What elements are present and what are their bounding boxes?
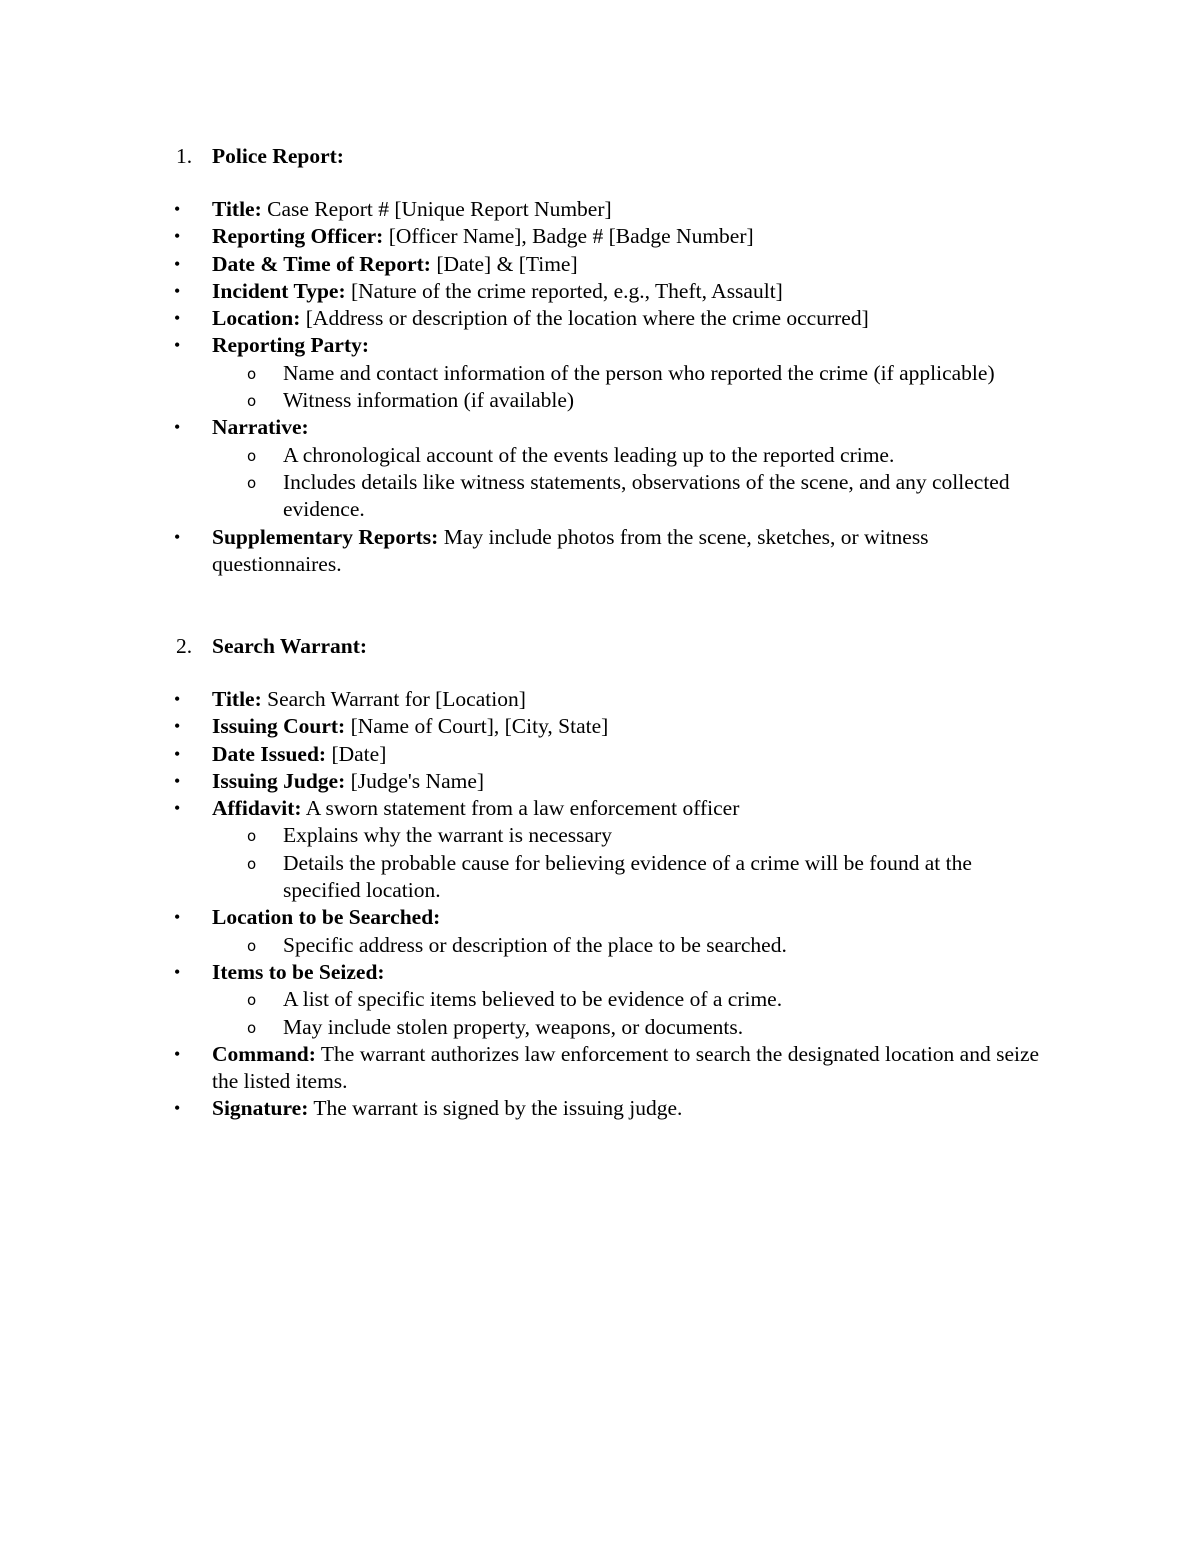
list-item xyxy=(0,414,1052,523)
list-item xyxy=(0,1041,1052,1096)
sub-list xyxy=(212,442,1052,524)
bullet-icon: • xyxy=(174,335,181,356)
item-text: Case Report # [Unique Report Number] xyxy=(261,197,612,221)
circle-bullet-icon: o xyxy=(247,392,257,411)
item-label: Command: xyxy=(212,1041,316,1066)
section-title: Search Warrant: xyxy=(212,634,368,658)
sub-item xyxy=(0,387,1043,414)
sub-item xyxy=(0,850,1043,905)
bullet-icon: • xyxy=(174,226,181,247)
item-text: [Date] & [Time] xyxy=(430,251,578,276)
sub-list xyxy=(212,986,1052,1041)
item-text: A sworn statement from a law enforcement officer xyxy=(301,796,740,821)
bullet-icon: • xyxy=(174,280,181,301)
list-item xyxy=(0,795,1052,904)
section-police-report xyxy=(0,142,1200,578)
list-item xyxy=(0,1095,1052,1122)
list-item xyxy=(0,223,1052,250)
list-item xyxy=(0,196,1052,223)
item-text: [Officer Name], Badge # [Badge Number] xyxy=(383,224,754,249)
circle-bullet-icon: o xyxy=(247,473,257,492)
item-label: Supplementary Reports: xyxy=(212,524,439,549)
item-label: Issuing Judge: xyxy=(212,768,346,793)
circle-bullet-icon: o xyxy=(247,446,257,465)
section-title: Police Report: xyxy=(212,144,344,168)
item-text: [Name of Court], [City, State] xyxy=(345,714,609,739)
item-label: Signature: xyxy=(212,1096,309,1121)
section-heading xyxy=(0,142,1200,170)
circle-bullet-icon: o xyxy=(247,827,257,846)
sub-list xyxy=(212,822,1052,904)
item-text: [Judge's Name] xyxy=(345,768,485,793)
circle-bullet-icon: o xyxy=(247,1018,257,1037)
item-text: [Date] xyxy=(326,741,387,766)
item-label: Reporting Party: xyxy=(212,333,370,358)
item-label: Issuing Court: xyxy=(212,714,346,739)
bullet-icon: • xyxy=(174,308,181,329)
item-list xyxy=(0,196,1200,578)
list-item xyxy=(0,278,1052,305)
sub-item-text: May include stolen property, weapons, or documents. xyxy=(283,1014,744,1039)
circle-bullet-icon: o xyxy=(247,364,257,383)
item-label: Narrative: xyxy=(212,415,309,440)
sub-list xyxy=(212,932,1052,959)
list-item xyxy=(0,768,1052,795)
item-label: Date & Time of Report: xyxy=(212,251,431,276)
section-heading xyxy=(0,632,1200,660)
item-label: Location to be Searched: xyxy=(212,905,441,930)
item-label: Date Issued: xyxy=(212,741,327,766)
circle-bullet-icon: o xyxy=(247,854,257,873)
bullet-icon: • xyxy=(174,907,181,928)
item-label: Reporting Officer: xyxy=(212,224,384,249)
section-search-warrant xyxy=(0,632,1200,1123)
item-label: Title: xyxy=(212,687,262,711)
bullet-icon: • xyxy=(174,743,181,764)
list-item xyxy=(0,904,1052,959)
bullet-icon: • xyxy=(174,770,181,791)
list-item xyxy=(0,305,1052,332)
sub-item xyxy=(0,1014,1043,1041)
sub-item-text: Name and contact information of the person who reported the crime (if applicable) xyxy=(283,360,995,385)
item-label: Items to be Seized: xyxy=(212,959,385,984)
item-label: Incident Type: xyxy=(212,278,346,303)
item-label: Title: xyxy=(212,197,262,221)
circle-bullet-icon: o xyxy=(247,991,257,1010)
sub-item xyxy=(0,442,1043,469)
sub-item-text: A chronological account of the events leading up to the reported crime. xyxy=(283,442,895,467)
sub-list xyxy=(212,360,1052,415)
sub-item xyxy=(0,469,1043,524)
item-list xyxy=(0,686,1200,1123)
bullet-icon: • xyxy=(174,1098,181,1119)
list-item xyxy=(0,251,1052,278)
sub-item-text: Specific address or description of the place to be searched. xyxy=(283,932,787,957)
sub-item xyxy=(0,932,1043,959)
bullet-icon: • xyxy=(174,199,181,219)
bullet-icon: • xyxy=(174,798,181,819)
sub-item-text: Includes details like witness statements, observations of the scene, and any collected evidence. xyxy=(283,469,1010,522)
list-item xyxy=(0,959,1052,1041)
item-text: The warrant authorizes law enforcement to search the designated location and seize the listed items. xyxy=(212,1041,1040,1094)
bullet-icon: • xyxy=(174,961,181,982)
bullet-icon: • xyxy=(174,253,181,274)
sub-item xyxy=(0,822,1043,849)
sub-item xyxy=(0,360,1043,387)
section-number: 1. xyxy=(176,144,193,168)
sub-item-text: A list of specific items believed to be evidence of a crime. xyxy=(283,987,783,1012)
list-item xyxy=(0,332,1052,414)
list-item xyxy=(0,686,1052,713)
sub-item-text: Witness information (if available) xyxy=(283,388,575,413)
section-number: 2. xyxy=(176,634,193,658)
item-text: The warrant is signed by the issuing judge. xyxy=(308,1096,683,1121)
item-text: Search Warrant for [Location] xyxy=(261,687,526,711)
sub-item-text: Explains why the warrant is necessary xyxy=(283,823,612,848)
list-item xyxy=(0,741,1052,768)
bullet-icon: • xyxy=(174,417,181,438)
bullet-icon: • xyxy=(174,1043,181,1064)
sub-item-text: Details the probable cause for believing evidence of a crime will be found at the specified location. xyxy=(283,850,972,903)
bullet-icon: • xyxy=(174,716,181,737)
item-text: [Nature of the crime reported, e.g., Theft, Assault] xyxy=(345,278,783,303)
item-text: [Address or description of the location where the crime occurred] xyxy=(300,306,869,331)
item-label: Location: xyxy=(212,306,301,331)
list-item xyxy=(0,524,1052,579)
list-item xyxy=(0,713,1052,740)
circle-bullet-icon: o xyxy=(247,936,257,955)
sub-item xyxy=(0,986,1043,1013)
item-text: May include photos from the scene, sketches, or witness questionnaires. xyxy=(212,524,929,576)
item-label: Affidavit: xyxy=(212,796,302,821)
bullet-icon: • xyxy=(174,689,181,709)
bullet-icon: • xyxy=(174,526,181,547)
